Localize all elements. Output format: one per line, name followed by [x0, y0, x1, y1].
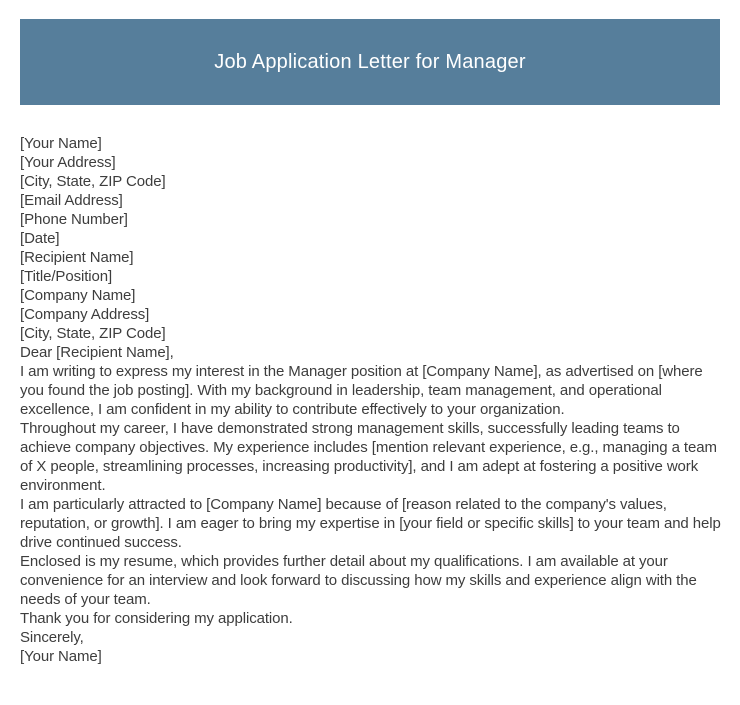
sender-line-city: [City, State, ZIP Code] [20, 173, 166, 190]
sender-line-name: [Your Name] [20, 135, 102, 152]
letter-header-banner [20, 19, 720, 105]
body-paragraph-resume: Enclosed is my resume, which provides further detail about my qualifications. I am available at your convenience for an interview and look forward to discussing how my skills and experience align with the needs of your team. [20, 553, 697, 608]
body-paragraph-attraction: I am particularly attracted to [Company Name] because of [reason related to the company's values, reputation, or growth]. I am eager to bring my expertise in [your field or specific skills] to your team and help drive continued success. [20, 496, 721, 551]
salutation: Dear [Recipient Name], [20, 344, 174, 361]
body-paragraph-experience: Throughout my career, I have demonstrated strong management skills, successfully leading teams to achieve company objectives. My experience includes [mention relevant experience, e.g., managing a team of X people, streamlining processes, increasing productivity], and I am adept at fostering a positive work environment. [20, 420, 717, 494]
recipient-line-title: [Title/Position] [20, 268, 113, 285]
sender-line-address: [Your Address] [20, 154, 116, 171]
recipient-line-name: [Recipient Name] [20, 249, 134, 266]
letter-body [0, 105, 740, 666]
signature: [Your Name] [20, 648, 102, 665]
letter-title: Job Application Letter for Manager [214, 50, 526, 73]
recipient-line-company-address: [Company Address] [20, 306, 150, 323]
sender-line-date: [Date] [20, 230, 60, 247]
sender-line-phone: [Phone Number] [20, 211, 128, 228]
body-paragraph-thanks: Thank you for considering my application. [20, 610, 293, 627]
body-paragraph-intro: I am writing to express my interest in the Manager position at [Company Name], as advertised on [where you found the job posting]. With my background in leadership, team management, and operational excellence, I am confident in my ability to contribute effectively to your organization. [20, 363, 703, 418]
recipient-line-city: [City, State, ZIP Code] [20, 325, 166, 342]
recipient-line-company: [Company Name] [20, 287, 136, 304]
closing: Sincerely, [20, 629, 84, 646]
sender-line-email: [Email Address] [20, 192, 123, 209]
